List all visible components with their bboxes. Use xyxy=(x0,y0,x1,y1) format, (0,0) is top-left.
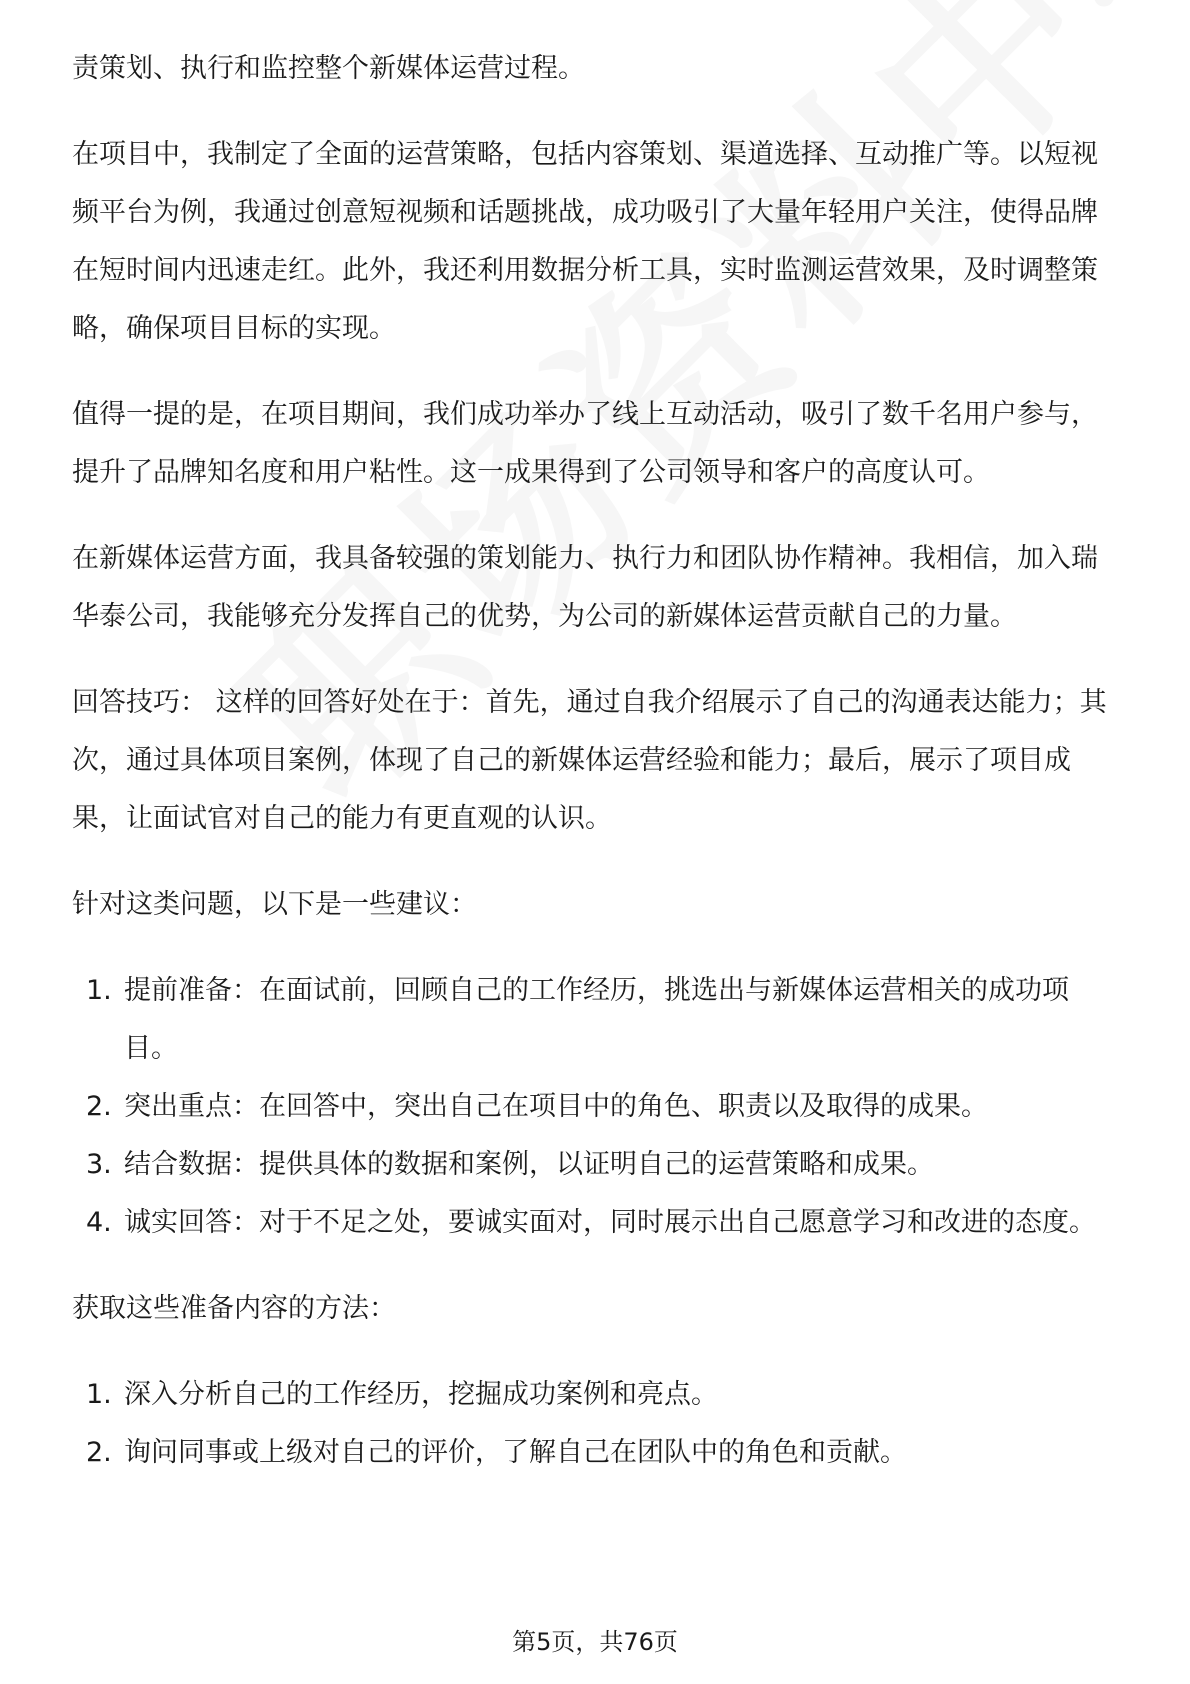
list-item xyxy=(72,1194,1118,1252)
list-item xyxy=(72,1366,1118,1424)
list-item-text: 结合数据：提供具体的数据和案例，以证明自己的运营策略和成果。 xyxy=(124,1149,934,1180)
list-item-number: 4. xyxy=(86,1207,112,1238)
list-item-number: 3. xyxy=(86,1149,112,1180)
list-item-number: 2. xyxy=(86,1091,112,1122)
list-item-text: 询问同事或上级对自己的评价，了解自己在团队中的角色和贡献。 xyxy=(124,1437,907,1468)
list-item-number: 1. xyxy=(86,975,112,1006)
list-item-text: 深入分析自己的工作经历，挖掘成功案例和亮点。 xyxy=(124,1379,718,1410)
paragraph-4: 在新媒体运营方面，我具备较强的策划能力、执行力和团队协作精神。我相信，加入瑞华泰公司，我能够充分发挥自己的优势，为公司的新媒体运营贡献自己的力量。 xyxy=(72,543,1098,632)
answer-tips-paragraph: 回答技巧： 这样的回答好处在于：首先，通过自我介绍展示了自己的沟通表达能力；其次，通过具体项目案例，体现了自己的新媒体运营经验和能力；最后，展示了项目成果，让面试官对自己的能力有更直观的认识。 xyxy=(72,687,1107,834)
paragraph-2: 在项目中，我制定了全面的运营策略，包括内容策划、渠道选择、互动推广等。以短视频平台为例，我通过创意短视频和话题挑战，成功吸引了大量年轻用户关注，使得品牌在短时间内迅速走红。此外，我还利用数据分析工具，实时监测运营效果，及时调整策略，确保项目目标的实现。 xyxy=(72,139,1098,344)
list-item-number: 1. xyxy=(86,1379,112,1410)
list-item-text: 诚实回答：对于不足之处，要诚实面对，同时展示出自己愿意学习和改进的态度。 xyxy=(124,1207,1096,1238)
list-item xyxy=(72,1424,1118,1482)
list-item xyxy=(72,962,1118,1078)
list-item xyxy=(72,1078,1118,1136)
list-item-text: 突出重点：在回答中，突出自己在项目中的角色、职责以及取得的成果。 xyxy=(124,1091,988,1122)
list-item-text: 提前准备：在面试前，回顾自己的工作经历，挑选出与新媒体运营相关的成功项目。 xyxy=(124,975,1069,1064)
list-item-number: 2. xyxy=(86,1437,112,1468)
page-footer: 第5页，共76页 xyxy=(512,1628,678,1656)
suggestions-list xyxy=(72,962,1118,1252)
list-item xyxy=(72,1136,1118,1194)
paragraph-1: 责策划、执行和监控整个新媒体运营过程。 xyxy=(72,53,585,84)
methods-heading: 获取这些准备内容的方法： xyxy=(72,1293,396,1324)
methods-list xyxy=(72,1366,1118,1482)
document-page xyxy=(72,40,1118,1510)
suggestions-heading: 针对这类问题，以下是一些建议： xyxy=(72,889,477,920)
paragraph-3: 值得一提的是，在项目期间，我们成功举办了线上互动活动，吸引了数千名用户参与，提升了品牌知名度和用户粘性。这一成果得到了公司领导和客户的高度认可。 xyxy=(72,399,1098,488)
